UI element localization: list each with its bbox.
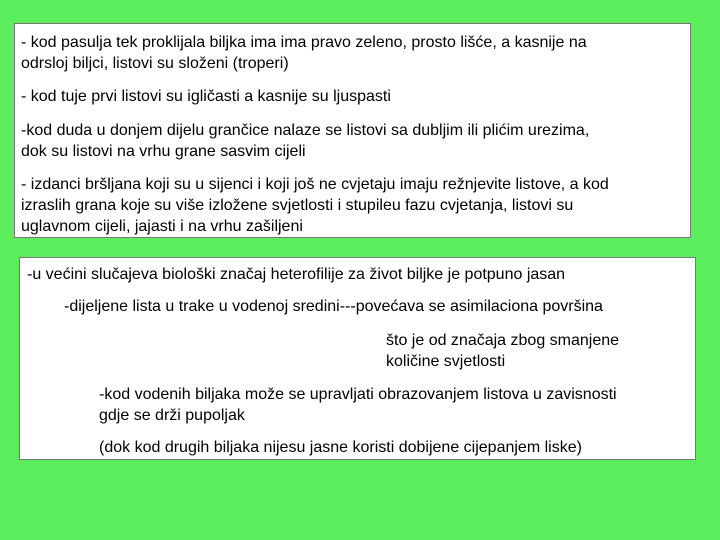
paragraph-tuja-line1: - kod tuje prvi listovi su igličasti a kasnije su ljuspasti bbox=[21, 88, 391, 105]
vodena-sredina-line: -dijeljene lista u trake u vodenoj sredini---povećava se asimilaciona površina bbox=[64, 298, 603, 315]
vodene-biljke-line1: -kod vodenih biljaka može se upravljati obrazovanjem listova u zavisnosti bbox=[99, 386, 617, 403]
text-box-top bbox=[14, 23, 691, 238]
paragraph-pasulj-line2: odrsloj biljci, listovi su složeni (troperi) bbox=[21, 55, 289, 72]
znacaj-line1: što je od značaja zbog smanjene bbox=[386, 332, 620, 349]
paragraph-brsljan-line2: izraslih grana koje su više izložene svjetlosti i stupileu fazu cvjetanja, listovi su bbox=[21, 197, 574, 214]
text-box-bottom bbox=[19, 257, 696, 460]
paragraph-brsljan-line1: - izdanci bršljana koji su u sijenci i koji još ne cvjetaju imaju režnjevite listove, a kod bbox=[21, 176, 609, 193]
vodene-biljke-line2: gdje se drži pupoljak bbox=[99, 407, 245, 424]
paragraph-pasulj-line1: - kod pasulja tek proklijala biljka ima ima pravo zeleno, prosto lišće, a kasnije na bbox=[21, 34, 587, 51]
znacaj-line2: količine svjetlosti bbox=[386, 353, 506, 370]
paragraph-dud-line2: dok su listovi na vrhu grane sasvim cijeli bbox=[21, 143, 306, 160]
paragraph-brsljan-line3: uglavnom cijeli, jajasti i na vrhu zašiljeni bbox=[21, 218, 303, 235]
druge-biljke-line: (dok kod drugih biljaka nijesu jasne koristi dobijene cijepanjem liske) bbox=[99, 439, 582, 456]
heterofilija-line: -u većini slučajeva biološki značaj heterofilije za život biljke je potpuno jasan bbox=[27, 266, 566, 283]
paragraph-dud-line1: -kod duda u donjem dijelu grančice nalaze se listovi sa dubljim ili plićim urezima, bbox=[21, 122, 590, 139]
